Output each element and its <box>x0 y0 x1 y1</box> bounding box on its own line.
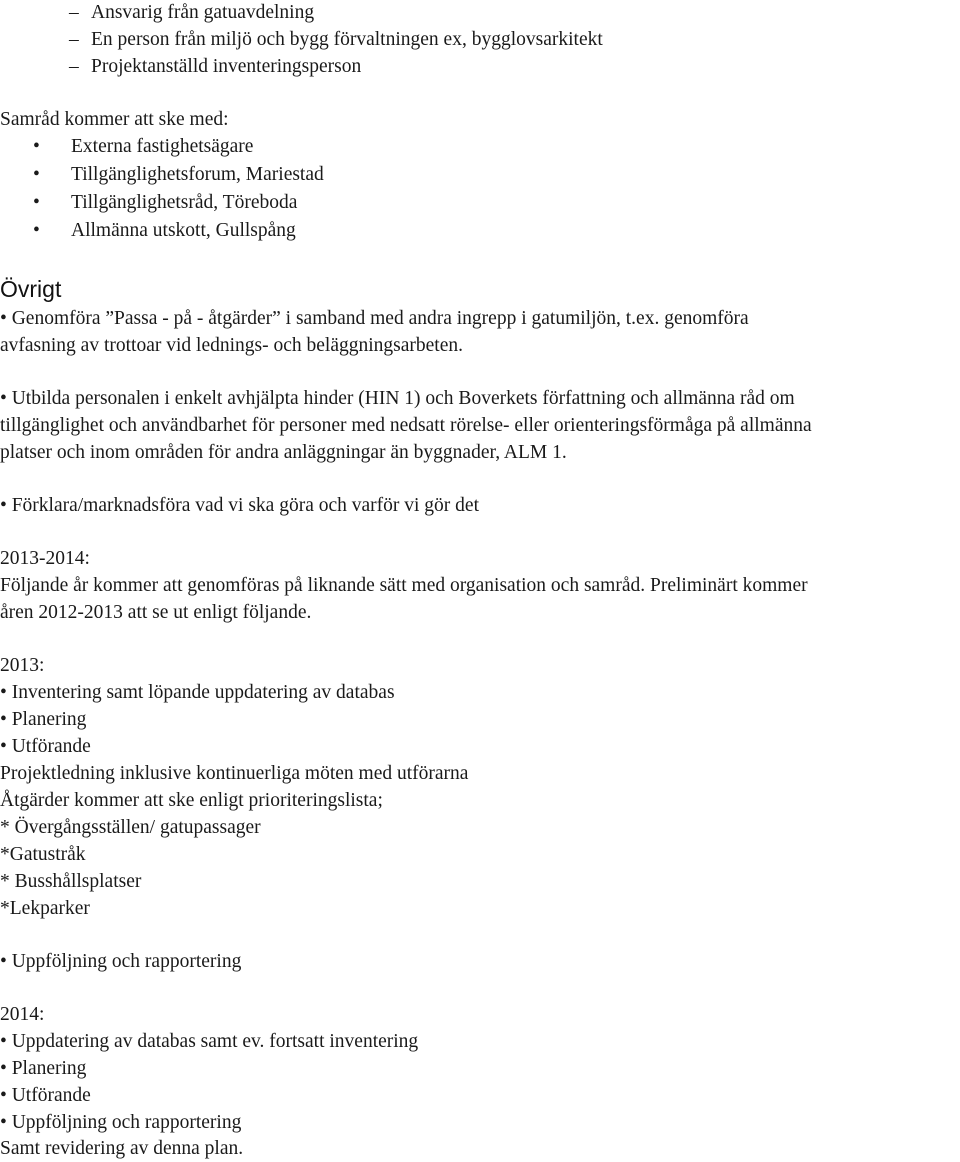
paragraph-line: platser och inom områden för andra anläggningar än byggnader, ALM 1. <box>0 442 567 463</box>
list-item-text: Allmänna utskott, Gullspång <box>71 220 296 241</box>
list-item-text: Inventering samt löpande uppdatering av databas <box>11 682 395 703</box>
bullet-marker: • <box>0 308 7 329</box>
list-item-text: Tillgänglighetsforum, Mariestad <box>71 164 324 185</box>
dash-list-item <box>69 27 603 53</box>
list-item <box>33 162 324 188</box>
list-item-text: Uppföljning och rapportering <box>11 951 242 972</box>
bullet-marker: • <box>0 682 7 703</box>
bullet-marker: • <box>33 164 40 185</box>
list-item-text: Utförande <box>11 1085 91 1106</box>
paragraph-line: åren 2012-2013 att se ut enligt följande. <box>0 602 312 623</box>
list-item <box>33 134 253 160</box>
year-title: 2013: <box>0 655 45 676</box>
bullet-marker: • <box>0 1031 7 1052</box>
list-item <box>0 949 241 975</box>
paragraph-line: Åtgärder kommer att ske enligt prioriteringslista; <box>0 790 383 811</box>
paragraph-text: Förklara/marknadsföra vad vi ska göra och varför vi gör det <box>11 495 479 516</box>
bullet-marker: • <box>33 192 40 213</box>
paragraph-line: avfasning av trottoar vid lednings- och beläggningsarbeten. <box>0 335 463 356</box>
priority-item: * Övergångsställen/ gatupassager <box>0 817 261 838</box>
bullet-marker: • <box>33 136 40 157</box>
priority-item: *Gatustråk <box>0 844 86 865</box>
section-heading: Övrigt <box>0 276 62 302</box>
paragraph-line: Följande år kommer att genomföras på liknande sätt med organisation och samråd. Preliminärt kommer <box>0 575 808 596</box>
dash-list-text: En person från miljö och bygg förvaltningen ex, bygglovsarkitekt <box>91 29 603 50</box>
paragraph-text: Utbilda personalen i enkelt avhjälpta hinder (HIN 1) och Boverkets författning och allmänna råd om <box>11 388 795 409</box>
bullet-marker: • <box>33 220 40 241</box>
bullet-marker: • <box>0 388 7 409</box>
list-item <box>33 190 297 216</box>
paragraph-line <box>0 386 795 412</box>
paragraph-line <box>0 493 479 519</box>
bullet-marker: • <box>0 495 7 516</box>
samrad-intro: Samråd kommer att ske med: <box>0 109 229 130</box>
list-item <box>0 1110 241 1136</box>
dash-marker: – <box>69 2 79 23</box>
list-item-text: Externa fastighetsägare <box>71 136 254 157</box>
paragraph-text: Genomföra ”Passa - på - åtgärder” i samband med andra ingrepp i gatumiljön, t.ex. genomföra <box>11 308 749 329</box>
paragraph-line <box>0 306 749 332</box>
priority-item: * Busshållsplatser <box>0 871 142 892</box>
paragraph-line: Projektledning inklusive kontinuerliga möten med utförarna <box>0 763 469 784</box>
dash-list-item <box>69 54 361 80</box>
bullet-marker: • <box>0 1085 7 1106</box>
dash-list-text: Ansvarig från gatuavdelning <box>91 2 315 23</box>
list-item-text: Utförande <box>11 736 91 757</box>
list-item <box>0 1083 91 1109</box>
dash-marker: – <box>69 29 79 50</box>
list-item <box>0 1029 418 1055</box>
bullet-marker: • <box>0 736 7 757</box>
list-item <box>33 218 296 244</box>
list-item-text: Uppdatering av databas samt ev. fortsatt inventering <box>11 1031 419 1052</box>
dash-list-text: Projektanställd inventeringsperson <box>91 56 362 77</box>
dash-list-item <box>69 0 314 26</box>
list-item-text: Tillgänglighetsråd, Töreboda <box>71 192 298 213</box>
paragraph-line: tillgänglighet och användbarhet för personer med nedsatt rörelse- eller orienteringsförmåga på allmänna <box>0 415 812 436</box>
bullet-marker: • <box>0 1112 7 1133</box>
list-item-text: Planering <box>11 709 87 730</box>
priority-item: *Lekparker <box>0 898 90 919</box>
period-title: 2013-2014: <box>0 548 90 569</box>
list-item-text: Uppföljning och rapportering <box>11 1112 242 1133</box>
year-title: 2014: <box>0 1004 45 1025</box>
list-item <box>0 1056 86 1082</box>
list-item <box>0 707 86 733</box>
list-item-text: Planering <box>11 1058 87 1079</box>
bullet-marker: • <box>0 951 7 972</box>
list-item <box>0 680 395 706</box>
bullet-marker: • <box>0 709 7 730</box>
list-item <box>0 734 91 760</box>
dash-marker: – <box>69 56 79 77</box>
bullet-marker: • <box>0 1058 7 1079</box>
closing-line: Samt revidering av denna plan. <box>0 1138 244 1159</box>
